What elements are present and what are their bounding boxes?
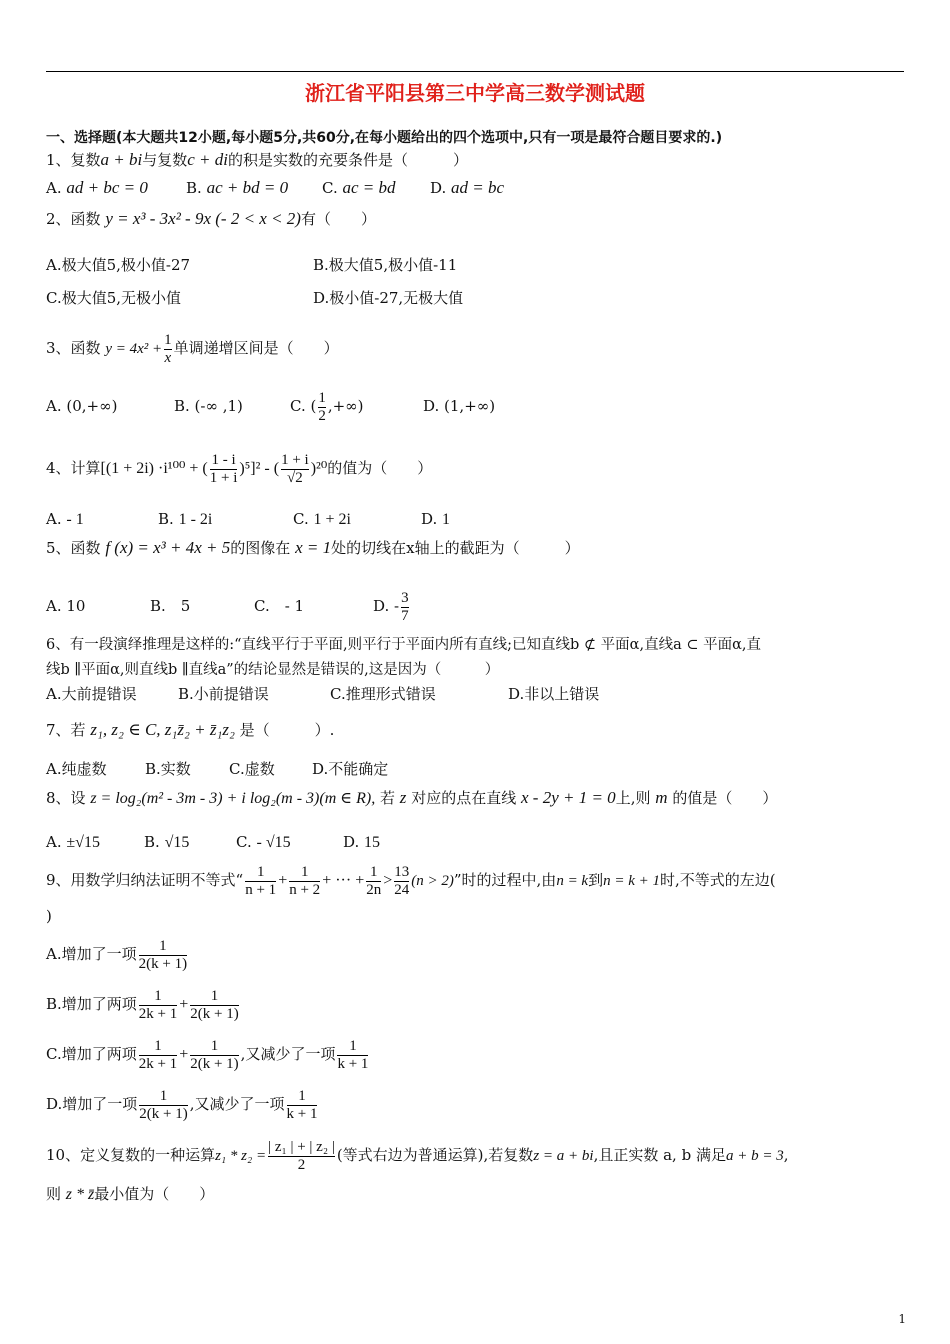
question-8-option-b: B. √15 (144, 833, 190, 851)
question-5-option-c: C. - 1 (254, 597, 305, 615)
question-7-option-a: A.纯虚数 (46, 760, 107, 778)
question-7-option-d: D.不能确定 (312, 760, 389, 778)
question-8-option-a: A. ±√15 (46, 833, 100, 851)
question-1-option-a: A. ad + bc = 0 (46, 178, 148, 197)
question-6-option-d: D.非以上错误 (508, 685, 600, 703)
question-6-option-c: C.推理形式错误 (330, 685, 436, 703)
question-9-line-2: ) (46, 907, 52, 925)
question-1-option-c: C. ac = bd (322, 178, 396, 197)
question-8-option-c: C. - √15 (236, 833, 291, 851)
question-3-option-a: A. (0,+∞) (46, 397, 118, 415)
question-8: 8、设 z = log₂(m² - 3m - 3) + i log₂(m - 3)(m ∈ R), 若 z 对应的点在直线 x - 2y + 1 = 0上,则 m 的值是（ ） (46, 788, 778, 807)
question-9-option-d: D.增加了一项 $\frac{1}{2(k + 1)}$ ,又减少了一项 $\frac{1}{k + 1}$ (46, 1087, 318, 1122)
page-title: 浙江省平阳县第三中学高三数学测试题 (305, 81, 645, 105)
question-1-option-b: B. ac + bd = 0 (186, 178, 289, 197)
question-10: 10、定义复数的一种运算z₁ * z₂ = $\frac{\text{| z₁ | + | z₂ |}}{2}$ (等式右边为普通运算),若复数z = a + bi,且正实数 a, b 满足a + b = 3, (46, 1138, 789, 1173)
question-9-option-a: A.增加了一项 $\frac{1}{2(k + 1)}$ (46, 937, 188, 972)
section-heading: 一、选择题(本大题共12小题,每小题5分,共60分,在每小题给出的四个选项中,只有一项是最符合题目要求的.) (46, 130, 723, 146)
question-5-option-a: A. 10 (46, 597, 86, 615)
question-3-option-d: D. (1,+∞) (423, 397, 496, 415)
question-4-option-c: C. 1 + 2i (293, 510, 351, 528)
question-4-option-d: D. 1 (421, 510, 451, 528)
header-rule (46, 71, 904, 72)
question-6-line-2: 线b ∥平面α,则直线b ∥直线a”的结论显然是错误的,这是因为（ ） (46, 662, 500, 678)
question-10-line-2: 则 z * z̄最小值为（ ） (46, 1185, 215, 1203)
question-1: 1、复数a + bi与复数c + di的积是实数的充要条件是（ ） (46, 150, 469, 169)
question-9-option-b: B.增加了两项 $\frac{1}{2k + 1}$ + $\frac{1}{2(k + 1)}$ (46, 987, 239, 1022)
question-5-option-d: D. - $\frac{3}{7}$ (373, 589, 409, 624)
question-7-option-b: B.实数 (145, 760, 191, 778)
question-2-option-b: B.极大值5,极小值-11 (313, 256, 458, 274)
question-1-option-d: D. ad = bc (430, 178, 505, 197)
question-6-line-1: 6、有一段演绎推理是这样的:“直线平行于平面,则平行于平面内所有直线;已知直线b ⊄ 平面α,直线a ⊂ 平面α,直 (46, 637, 761, 653)
question-9: 9、用数学归纳法证明不等式“ $\frac{1}{n + 1}$ + $\frac{1}{n + 2}$ + ··· + $\frac{1}{2n}$ > $\frac{13}{24}$ (n > 2)”时的过程中,由n = k到n = k + 1时,不等式的左边( (46, 863, 776, 898)
page-number: 1 (898, 1312, 906, 1326)
question-3-option-c: C. ( $\frac{1}{2}$ ,+∞) (290, 389, 364, 424)
question-2-option-a: A.极大值5,极小值-27 (46, 256, 191, 274)
question-6-option-a: A.大前提错误 (46, 685, 137, 703)
question-3: 3、函数 y = 4x² + $\frac{1}{x}$ 单调递增区间是（ ） (46, 331, 339, 366)
question-4-option-a: A. - 1 (46, 510, 84, 528)
question-6-option-b: B.小前提错误 (178, 685, 269, 703)
question-2: 2、函数 y = x³ - 3x² - 9x (- 2 < x < 2)有（ ） (46, 209, 376, 228)
question-7-option-c: C.虚数 (229, 760, 275, 778)
question-5: 5、函数 f (x) = x³ + 4x + 5的图像在 x = 1处的切线在x轴上的截距为（ ） (46, 538, 580, 557)
question-8-option-d: D. 15 (343, 833, 381, 851)
question-4-option-b: B. 1 - 2i (158, 510, 213, 528)
question-2-option-d: D.极小值-27,无极大值 (313, 289, 464, 307)
question-4: 4、计算[(1 + 2i) ·i¹⁰⁰ + ( $\frac{1 - i}{1 + i}$ )⁵]² - ( $\frac{1 + i}{√2}$ )²⁰的值为（ ） (46, 451, 433, 486)
question-5-option-b: B. 5 (150, 597, 191, 615)
question-3-option-b: B. (-∞ ,1) (174, 397, 243, 415)
question-9-option-c: C.增加了两项 $\frac{1}{2k + 1}$ + $\frac{1}{2(k + 1)}$ ,又减少了一项 $\frac{1}{k + 1}$ (46, 1037, 369, 1072)
question-2-option-c: C.极大值5,无极小值 (46, 289, 182, 307)
question-7: 7、若 z₁, z₂ ∈ C, z₁z̄₂ + z̄₁z₂ 是（ ）. (46, 720, 335, 739)
